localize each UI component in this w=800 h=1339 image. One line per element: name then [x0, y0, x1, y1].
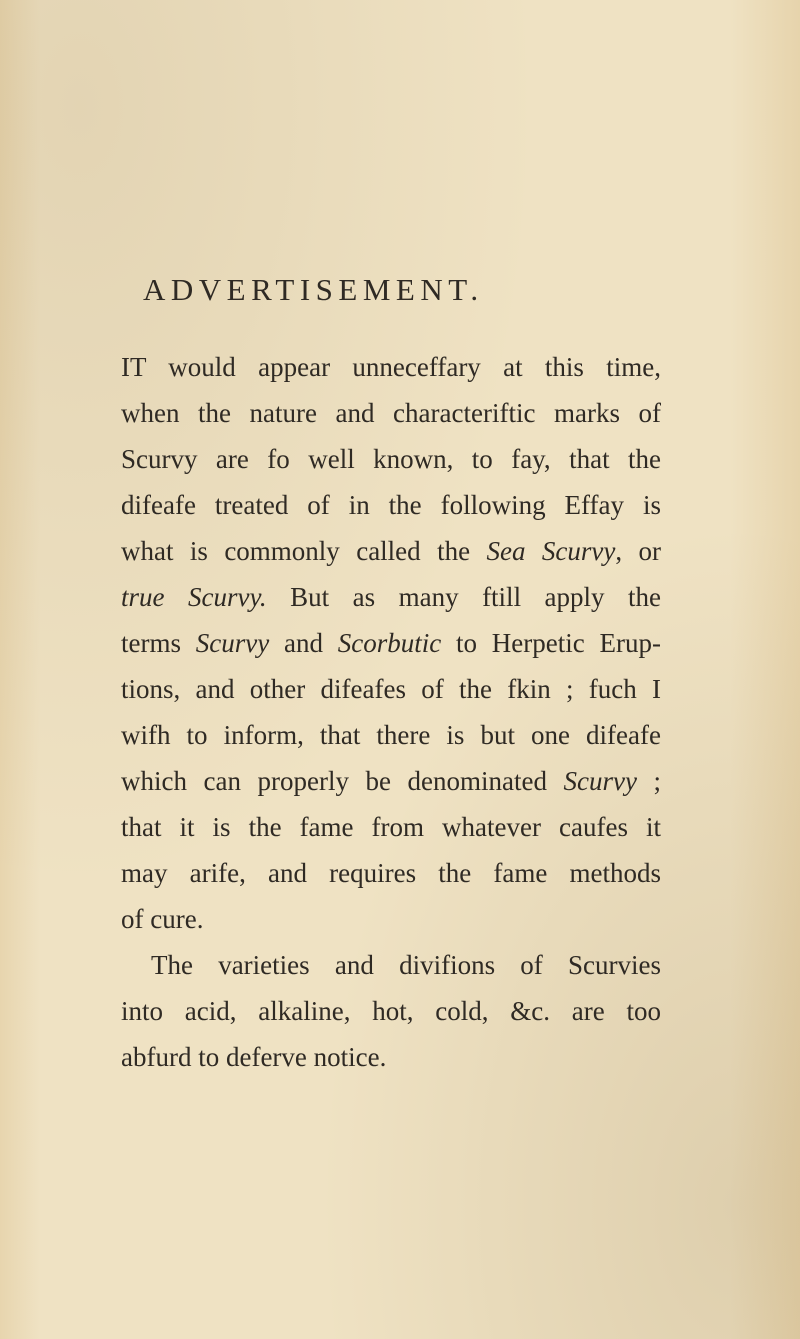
page-heading: ADVERTISEMENT.: [143, 272, 484, 307]
text-line: into acid, alkaline, hot, cold, &c. are too: [121, 996, 661, 1026]
italic-term: Sea Scurvy: [486, 536, 616, 566]
text-segment: terms: [121, 628, 196, 658]
text-segment: , or: [615, 536, 661, 566]
text-line: [121, 528, 661, 574]
text-line: tions, and other difeafes of the fkin ; fuch I: [121, 674, 661, 704]
text-line: [121, 758, 661, 804]
italic-term: Scurvy: [195, 628, 270, 658]
text-line: abfurd to deferve notice.: [121, 1042, 387, 1072]
text-segment: what is commonly called the: [121, 536, 487, 566]
italic-term: Scurvy: [563, 766, 637, 796]
advertisement-body: [121, 344, 661, 1080]
italic-term: Scorbutic: [337, 628, 442, 658]
text-line: Scurvy are fo well known, to fay, that the: [121, 444, 661, 474]
text-line: The varieties and divifions of Scurvies: [151, 950, 661, 980]
text-segment: which can properly be denominated: [121, 766, 564, 796]
text-segment: But as many ftill apply the: [266, 582, 661, 612]
text-line: [121, 620, 661, 666]
text-line: of cure.: [121, 904, 204, 934]
paragraph-1: [121, 344, 661, 942]
paragraph-2: [121, 942, 661, 1080]
text-line: when the nature and characteriftic marks of: [121, 398, 661, 428]
text-line: may arife, and requires the fame methods: [121, 858, 661, 888]
text-line: IT would appear unneceffary at this time,: [121, 352, 661, 382]
italic-term: true Scurvy.: [121, 582, 267, 612]
text-line: wifh to inform, that there is but one difeafe: [121, 720, 661, 750]
text-segment: to Herpetic Erup-: [441, 628, 661, 658]
text-line: [121, 574, 661, 620]
text-line: that it is the fame from whatever caufes it: [121, 812, 661, 842]
text-segment: ;: [636, 766, 661, 796]
text-segment: and: [269, 628, 338, 658]
text-line: difeafe treated of in the following Effay is: [121, 490, 661, 520]
